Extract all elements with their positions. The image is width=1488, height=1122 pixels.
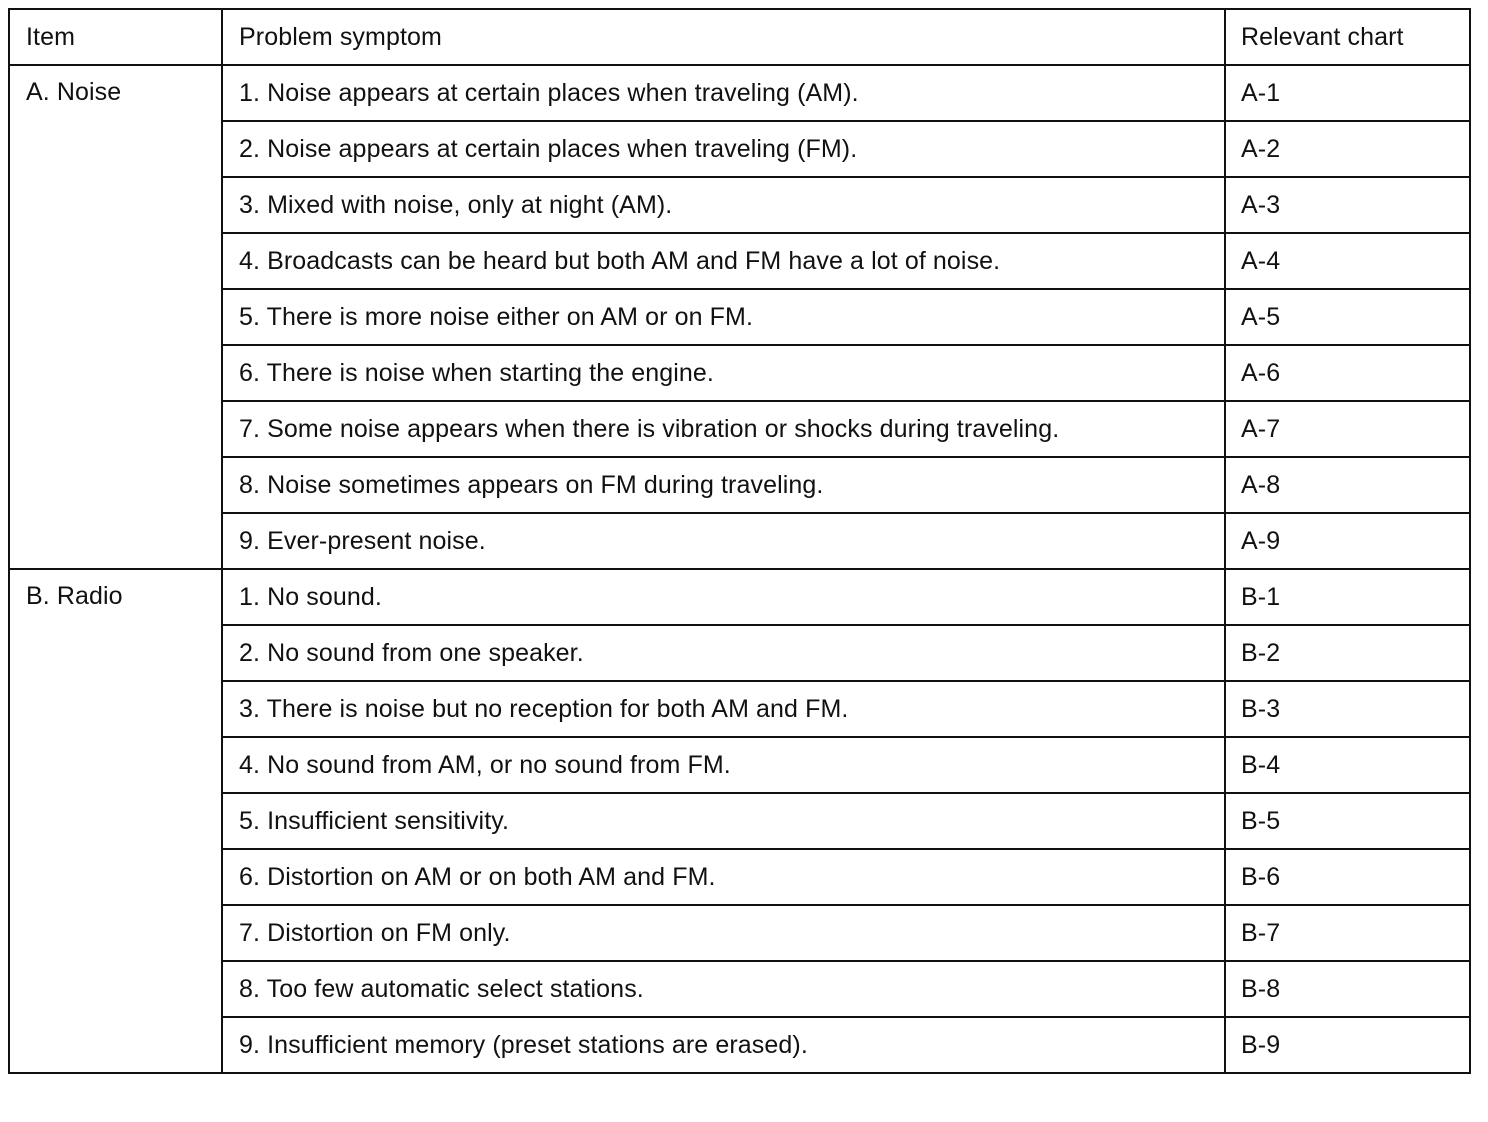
symptom-cell: 6. Distortion on AM or on both AM and FM. <box>222 849 1225 905</box>
chart-cell: B-9 <box>1225 1017 1470 1073</box>
table-row <box>9 401 1470 457</box>
symptom-cell: 8. Too few automatic select stations. <box>222 961 1225 1017</box>
table-body <box>9 65 1470 1073</box>
symptom-cell: 1. Noise appears at certain places when traveling (AM). <box>222 65 1225 121</box>
chart-cell: A-5 <box>1225 289 1470 345</box>
table-row <box>9 177 1470 233</box>
column-header-relevant-chart: Relevant chart <box>1225 9 1470 65</box>
table-row <box>9 345 1470 401</box>
symptom-chart-sheet <box>8 8 1469 1074</box>
table-row <box>9 65 1470 121</box>
symptom-cell: 5. There is more noise either on AM or on FM. <box>222 289 1225 345</box>
table-row <box>9 121 1470 177</box>
chart-cell: A-1 <box>1225 65 1470 121</box>
table-row <box>9 737 1470 793</box>
symptom-cell: 2. No sound from one speaker. <box>222 625 1225 681</box>
chart-cell: A-6 <box>1225 345 1470 401</box>
table-row <box>9 905 1470 961</box>
symptom-cell: 5. Insufficient sensitivity. <box>222 793 1225 849</box>
symptom-cell: 2. Noise appears at certain places when traveling (FM). <box>222 121 1225 177</box>
problem-symptom-table <box>8 8 1471 1074</box>
table-header <box>9 9 1470 65</box>
chart-cell: B-3 <box>1225 681 1470 737</box>
symptom-cell: 4. Broadcasts can be heard but both AM and FM have a lot of noise. <box>222 233 1225 289</box>
chart-cell: B-5 <box>1225 793 1470 849</box>
chart-cell: A-7 <box>1225 401 1470 457</box>
chart-cell: B-2 <box>1225 625 1470 681</box>
symptom-cell: 9. Ever-present noise. <box>222 513 1225 569</box>
column-header-item: Item <box>9 9 222 65</box>
chart-cell: A-4 <box>1225 233 1470 289</box>
table-row <box>9 1017 1470 1073</box>
symptom-cell: 1. No sound. <box>222 569 1225 625</box>
table-row <box>9 681 1470 737</box>
chart-cell: A-2 <box>1225 121 1470 177</box>
item-cell-noise: A. Noise <box>9 65 222 569</box>
symptom-cell: 7. Some noise appears when there is vibration or shocks during traveling. <box>222 401 1225 457</box>
table-row <box>9 233 1470 289</box>
header-row <box>9 9 1470 65</box>
table-row <box>9 289 1470 345</box>
symptom-cell: 7. Distortion on FM only. <box>222 905 1225 961</box>
symptom-cell: 4. No sound from AM, or no sound from FM. <box>222 737 1225 793</box>
chart-cell: A-8 <box>1225 457 1470 513</box>
table-row <box>9 625 1470 681</box>
symptom-cell: 6. There is noise when starting the engine. <box>222 345 1225 401</box>
column-header-problem-symptom: Problem symptom <box>222 9 1225 65</box>
table-row <box>9 457 1470 513</box>
symptom-cell: 3. Mixed with noise, only at night (AM). <box>222 177 1225 233</box>
table-row <box>9 513 1470 569</box>
chart-cell: A-9 <box>1225 513 1470 569</box>
chart-cell: B-1 <box>1225 569 1470 625</box>
symptom-cell: 9. Insufficient memory (preset stations are erased). <box>222 1017 1225 1073</box>
item-cell-radio: B. Radio <box>9 569 222 1073</box>
table-row <box>9 793 1470 849</box>
chart-cell: B-7 <box>1225 905 1470 961</box>
chart-cell: B-6 <box>1225 849 1470 905</box>
symptom-cell: 8. Noise sometimes appears on FM during traveling. <box>222 457 1225 513</box>
table-row <box>9 961 1470 1017</box>
symptom-cell: 3. There is noise but no reception for both AM and FM. <box>222 681 1225 737</box>
chart-cell: B-4 <box>1225 737 1470 793</box>
chart-cell: B-8 <box>1225 961 1470 1017</box>
table-row <box>9 569 1470 625</box>
chart-cell: A-3 <box>1225 177 1470 233</box>
table-row <box>9 849 1470 905</box>
